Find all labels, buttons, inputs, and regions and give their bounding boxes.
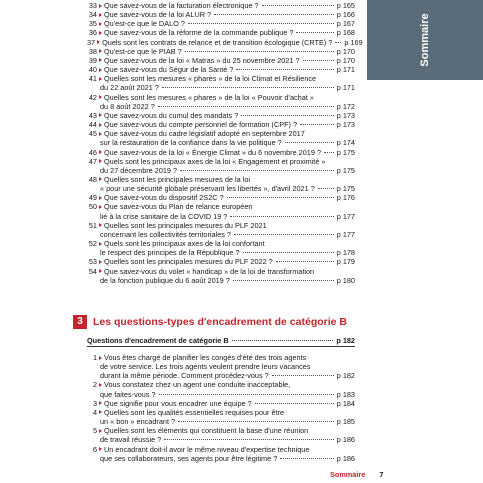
entry-line <box>87 408 355 417</box>
entry-page: p 179 <box>336 257 355 267</box>
dot-leader <box>162 87 334 88</box>
entry-line <box>87 362 355 371</box>
entry-line <box>87 390 355 399</box>
arrow-icon <box>99 4 102 8</box>
entry-text: Quels sont les principaux axes de la loi « Engagement et proximité » <box>104 156 326 166</box>
toc-entry[interactable] <box>87 193 355 202</box>
dot-leader <box>300 124 334 125</box>
entry-page: p 184 <box>336 398 355 408</box>
arrow-icon <box>99 13 102 17</box>
dot-leader <box>178 421 334 422</box>
dot-leader <box>236 69 333 70</box>
arrow-icon <box>99 68 102 72</box>
entry-line <box>87 138 355 147</box>
entry-page: p 185 <box>336 417 355 427</box>
arrow-icon <box>99 132 102 136</box>
entry-text: Qu'est-ce que le DALO ? <box>104 19 185 29</box>
entry-text: Quelles sont les principales mesures de la loi <box>104 174 251 184</box>
entry-line <box>87 10 355 19</box>
entry-line <box>87 175 355 184</box>
toc-entry[interactable] <box>87 257 355 266</box>
entry-line <box>87 184 355 193</box>
entry-number: 6 <box>92 444 97 454</box>
arrow-icon <box>99 269 102 273</box>
dot-leader <box>318 188 334 189</box>
entry-line <box>87 239 355 248</box>
entry-number: 38 <box>88 46 97 56</box>
section-title: Les questions-types d'encadrement de catégorie B <box>93 316 347 328</box>
entry-line <box>87 257 355 266</box>
entry-page: p 171 <box>336 65 355 75</box>
entry-number: 54 <box>88 266 97 276</box>
entry-page: p 175 <box>336 165 355 175</box>
entry-page: p 175 <box>336 184 355 194</box>
entry-page: p 168 <box>336 28 355 38</box>
dot-leader <box>234 234 334 235</box>
toc-entry[interactable] <box>87 239 355 257</box>
entry-line <box>87 371 355 380</box>
entry-line <box>87 83 355 92</box>
toc-entry[interactable] <box>87 157 355 175</box>
dot-leader <box>164 439 333 440</box>
arrow-icon <box>99 123 102 127</box>
entry-page: p 166 <box>336 10 355 20</box>
dot-leader <box>227 197 334 198</box>
entry-number: 1 <box>92 353 97 362</box>
entry-page: p 186 <box>336 435 355 445</box>
toc-entry[interactable] <box>87 93 355 111</box>
entry-text: de votre service. Les trois agents veulent prendre leurs vacances <box>100 362 311 372</box>
entry-line <box>87 212 355 221</box>
arrow-icon <box>99 196 102 200</box>
entry-page: p 176 <box>336 193 355 203</box>
entry-text: Que savez-vous du dispositif 2S2C ? <box>104 193 224 203</box>
entry-page: p 169 <box>344 37 363 47</box>
toc-entry[interactable] <box>87 19 355 28</box>
entry-text: un « bon » encadrant ? <box>100 417 176 427</box>
dot-leader <box>335 42 341 43</box>
toc-entry[interactable] <box>87 28 355 37</box>
footer-page-number: 7 <box>379 470 384 479</box>
entry-line <box>87 120 355 129</box>
entry-number: 39 <box>88 55 97 65</box>
toc-entry[interactable] <box>87 175 355 193</box>
entry-text: Que savez-vous du Plan de relance européen <box>104 202 253 212</box>
entry-text: Que savez-vous du Ségur de la Santé ? <box>104 65 234 75</box>
entry-line <box>87 380 355 389</box>
entry-number: 3 <box>92 398 97 408</box>
entry-text: du 27 décembre 2019 ? <box>100 165 178 175</box>
entry-line <box>87 111 355 120</box>
entry-number: 50 <box>88 202 97 212</box>
toc-entry[interactable] <box>87 56 355 65</box>
dot-leader <box>324 152 334 153</box>
entry-text: Quelles sont les principales mesures du PLF 2021 <box>104 220 267 230</box>
toc-entry[interactable] <box>87 74 355 92</box>
entry-line <box>87 65 355 74</box>
toc-entry[interactable] <box>87 267 355 285</box>
entry-text: Que savez-vous de la réforme de la commande publique ? <box>104 28 294 38</box>
entry-text: Que signifie pour vous encadrer une équipe ? <box>104 398 252 408</box>
entry-line <box>87 445 355 454</box>
entry-text: Que savez-vous du volet « handicap » de la loi de transformation <box>104 266 315 276</box>
entry-number: 41 <box>88 74 97 84</box>
entry-page: p 173 <box>336 110 355 120</box>
page-footer <box>330 470 383 479</box>
entry-text: Vous êtes chargé de planifier les congés d'été des trois agents <box>104 353 307 362</box>
entry-line <box>87 276 355 285</box>
entry-number: 47 <box>88 156 97 166</box>
entry-number: 5 <box>92 426 97 436</box>
dot-leader <box>159 394 334 395</box>
arrow-icon <box>97 40 100 44</box>
entry-number: 43 <box>88 110 97 120</box>
toc-entry[interactable] <box>87 445 355 463</box>
entry-text: le respect des principes de la République ? <box>100 248 240 258</box>
entry-line <box>87 129 355 138</box>
section-question-list <box>87 353 355 463</box>
dot-leader <box>255 403 334 404</box>
toc-entry[interactable] <box>87 148 355 157</box>
entry-page: p 183 <box>336 389 355 399</box>
toc-list <box>87 1 363 285</box>
entry-text: Que savez-vous du cadre législatif adopté en septembre 2017 <box>104 129 305 139</box>
entry-page: p 175 <box>336 147 355 157</box>
entry-page: p 165 <box>336 1 355 10</box>
entry-page: p 172 <box>336 101 355 111</box>
entry-line <box>87 74 355 83</box>
entry-line <box>87 248 355 257</box>
entry-text: Quels sont les principaux axes de la loi confortant <box>104 239 265 249</box>
toc-entry[interactable] <box>87 10 355 19</box>
entry-text: du 8 août 2022 ? <box>100 101 155 111</box>
entry-line <box>87 230 355 239</box>
entry-page: p 170 <box>336 55 355 65</box>
entry-number: 44 <box>88 120 97 130</box>
arrow-icon <box>99 49 102 53</box>
arrow-icon <box>99 383 102 387</box>
entry-page: p 186 <box>336 453 355 463</box>
entry-text: que faites-vous ? <box>100 389 156 399</box>
entry-text: Qu'est-ce que le PIAB ? <box>104 46 182 56</box>
entry-text: du 22 août 2021 ? <box>100 83 159 93</box>
entry-page: p 180 <box>336 275 355 285</box>
entry-text: Que savez-vous du compte personnel de formation (CPF) ? <box>104 120 298 130</box>
subheading-text: Questions d'encadrement de catégorie B <box>87 336 229 345</box>
entry-text: Quelles sont les principales mesures du PLF 2022 ? <box>104 257 273 267</box>
toc-entry[interactable] <box>87 65 355 74</box>
dot-leader <box>180 170 334 171</box>
entry-text: de travail réussie ? <box>100 435 162 445</box>
arrow-icon <box>99 113 102 117</box>
entry-number: 36 <box>88 28 97 38</box>
dot-leader <box>276 261 334 262</box>
entry-line <box>87 166 355 175</box>
entry-text: « pour une sécurité globale préservant les libertés », d'avril 2021 ? <box>100 184 315 194</box>
entry-text: Que savez-vous de la loi « Matras » du 25 novembre 2021 ? <box>104 55 300 65</box>
dot-leader <box>262 5 334 6</box>
dot-leader <box>303 60 334 61</box>
arrow-icon <box>99 150 102 154</box>
entry-number: 2 <box>92 380 97 390</box>
entry-line <box>87 353 355 362</box>
entry-number: 53 <box>88 257 97 267</box>
toc-entry[interactable] <box>87 129 355 147</box>
dot-leader <box>185 51 334 52</box>
section-number-badge: 3 <box>73 315 87 329</box>
toc-entry[interactable] <box>87 408 355 426</box>
entry-page: p 182 <box>336 371 355 381</box>
entry-line <box>87 435 355 444</box>
entry-line <box>87 56 355 65</box>
dot-leader <box>188 23 334 24</box>
entry-line <box>87 221 355 230</box>
entry-page: p 171 <box>336 83 355 93</box>
dot-leader <box>158 106 334 107</box>
dot-leader <box>280 458 333 459</box>
entry-number: 52 <box>88 239 97 249</box>
entry-page: p 170 <box>336 46 355 56</box>
entry-page: p 173 <box>336 120 355 130</box>
entry-page: p 177 <box>336 211 355 221</box>
entry-line <box>87 267 355 276</box>
side-tab-label: Sommaire <box>419 13 431 67</box>
arrow-icon <box>99 58 102 62</box>
entry-line <box>87 102 355 111</box>
arrow-icon <box>99 356 102 360</box>
arrow-icon <box>99 447 102 451</box>
entry-page: p 174 <box>336 138 355 148</box>
entry-text: Quels sont les contrats de relance et de transition écologique (CRTE) ? <box>102 37 333 47</box>
arrow-icon <box>99 429 102 433</box>
entry-text: durant la même période. Comment procédez-vous ? <box>100 371 269 381</box>
toc-entry[interactable] <box>87 37 363 47</box>
toc-entry[interactable] <box>87 202 355 220</box>
entry-line <box>87 426 355 435</box>
entry-number: 4 <box>92 407 97 417</box>
arrow-icon <box>99 205 102 209</box>
subheading-page: p 182 <box>336 336 355 345</box>
dot-leader <box>243 252 334 253</box>
entry-line <box>87 19 355 28</box>
entry-number: 51 <box>88 220 97 230</box>
arrow-icon <box>99 410 102 414</box>
footer-label: Sommaire <box>330 470 366 479</box>
arrow-icon <box>99 260 102 264</box>
entry-line <box>87 93 355 102</box>
entry-number: 37 <box>87 37 96 47</box>
entry-number: 34 <box>88 10 97 20</box>
entry-line <box>87 1 355 10</box>
toc-entry[interactable] <box>87 1 355 10</box>
entry-line <box>87 417 355 426</box>
entry-number: 48 <box>88 174 97 184</box>
entry-text: que ses collaborateurs, ses agents pour être légitime ? <box>100 453 278 463</box>
entry-line <box>87 28 355 37</box>
entry-number: 46 <box>88 147 97 157</box>
arrow-icon <box>99 177 102 181</box>
section-heading <box>73 315 363 329</box>
dot-leader <box>214 14 334 15</box>
entry-text: Que savez-vous du cumul des mandats ? <box>104 110 239 120</box>
section-subheading[interactable] <box>87 336 355 347</box>
arrow-icon <box>99 31 102 35</box>
dot-leader <box>230 216 333 217</box>
entry-line <box>87 399 355 408</box>
toc-entry[interactable] <box>87 380 355 398</box>
toc-entry[interactable] <box>87 399 355 408</box>
entry-text: Que savez-vous de la loi « Énergie Climat » du 6 novembre 2019 ? <box>104 147 322 157</box>
arrow-icon <box>99 401 102 405</box>
entry-number: 33 <box>88 1 97 10</box>
entry-text: de la fonction publique du 6 août 2019 ? <box>100 275 230 285</box>
entry-text: Quelles sont les qualités essentielles requises pour être <box>104 407 285 417</box>
entry-page: p 177 <box>336 229 355 239</box>
entry-text: lié à la crise sanitaire de la COVID 19 ? <box>100 211 228 221</box>
entry-line <box>87 37 363 47</box>
toc-entry[interactable] <box>87 47 355 56</box>
entry-text: Quelles sont les éléments qui constituent la base d'une réunion <box>104 426 309 436</box>
arrow-icon <box>99 159 102 163</box>
entry-line <box>87 47 355 56</box>
entry-text: Quelles sont les mesures « phares » de la loi Climat et Résilience <box>104 74 317 84</box>
dot-leader <box>285 142 334 143</box>
entry-number: 42 <box>88 92 97 102</box>
toc-entry[interactable] <box>87 111 355 120</box>
entry-number: 45 <box>88 129 97 139</box>
toc-entry[interactable] <box>87 221 355 239</box>
arrow-icon <box>99 77 102 81</box>
arrow-icon <box>99 223 102 227</box>
dot-leader <box>296 32 333 33</box>
entry-number: 49 <box>88 193 97 203</box>
entry-text: Quelles sont les mesures « phares » de la loi « Pouvoir d'achat » <box>104 92 314 102</box>
entry-line <box>87 148 355 157</box>
dot-leader <box>241 115 333 116</box>
entry-number: 35 <box>88 19 97 29</box>
entry-number: 40 <box>88 65 97 75</box>
arrow-icon <box>99 95 102 99</box>
toc-entry[interactable] <box>87 353 355 380</box>
entry-text: concernant les collectivités territoriales ? <box>100 229 231 239</box>
entry-text: Que savez-vous de la loi ALUR ? <box>104 10 212 20</box>
arrow-icon <box>99 242 102 246</box>
entry-text: Que savez-vous de la facturation électronique ? <box>104 1 259 10</box>
toc-entry[interactable] <box>87 120 355 129</box>
entry-page: p 167 <box>336 19 355 29</box>
arrow-icon <box>99 22 102 26</box>
entry-text: sur la restauration de la confiance dans la vie politique ? <box>100 138 282 148</box>
entry-line <box>87 193 355 202</box>
entry-line <box>87 202 355 211</box>
dot-leader <box>232 340 334 341</box>
entry-page: p 178 <box>336 248 355 258</box>
dot-leader <box>272 375 334 376</box>
entry-line <box>87 157 355 166</box>
entry-text: Un encadrant doit-il avoir le même niveau d'expertise technique <box>104 444 310 454</box>
dot-leader <box>233 280 334 281</box>
toc-entry[interactable] <box>87 426 355 444</box>
entry-text: Vous constatez chez un agent une conduite inacceptable, <box>104 380 291 390</box>
entry-line <box>87 454 355 463</box>
